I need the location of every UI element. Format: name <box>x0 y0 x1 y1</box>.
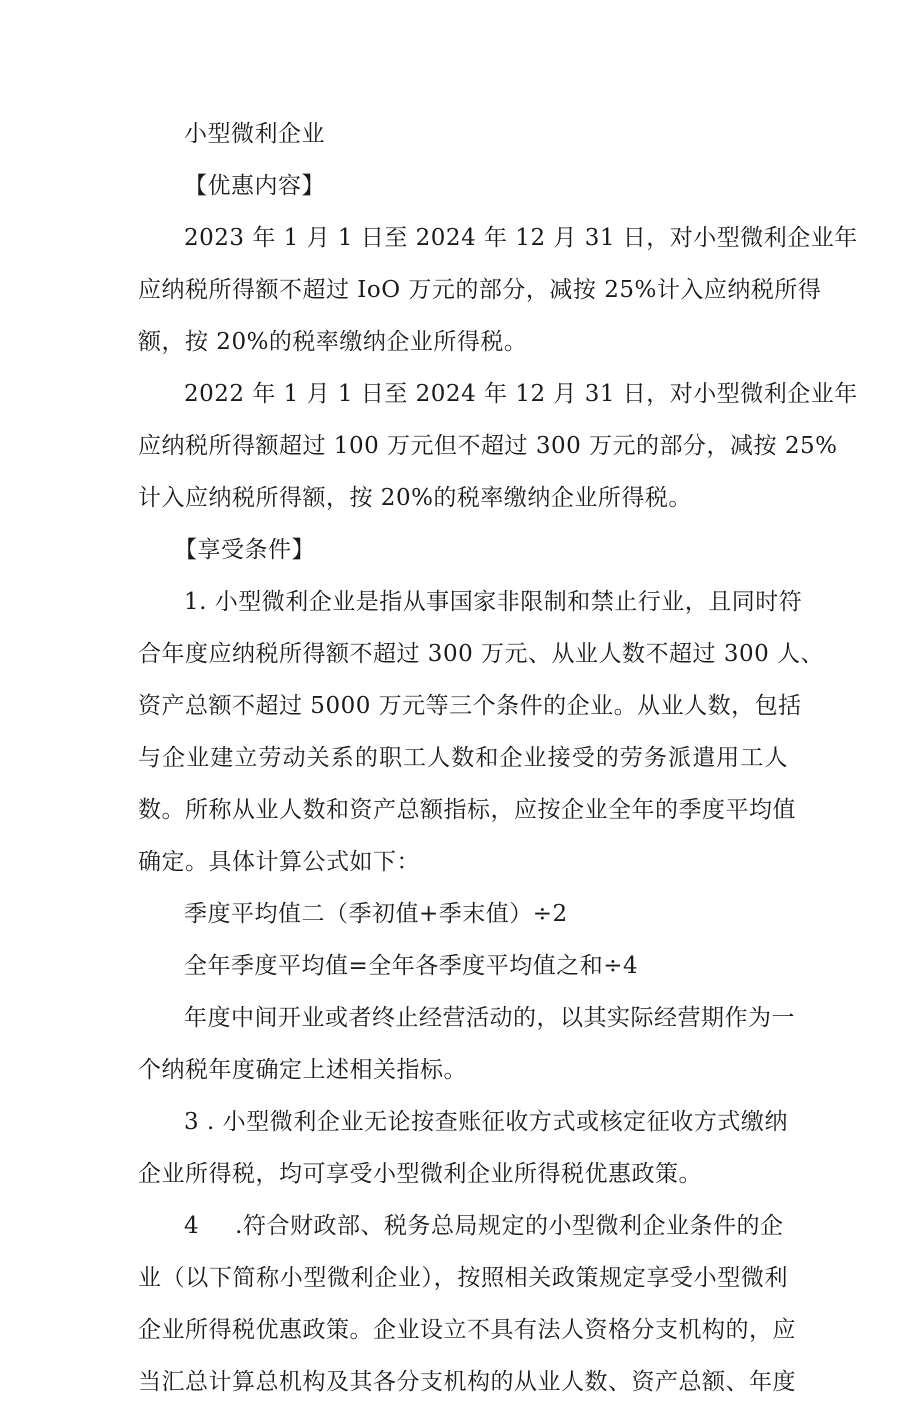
paragraph-line: 合年度应纳税所得额不超过 300 万元、从业人数不超过 300 人、 <box>138 641 825 667</box>
paragraph-line: 2023 年 1 月 1 日至 2024 年 12 月 31 日，对小型微利企业年 <box>184 225 858 251</box>
paragraph-line: 2022 年 1 月 1 日至 2024 年 12 月 31 日，对小型微利企业年 <box>184 381 858 407</box>
paragraph-line <box>138 1200 788 1252</box>
document-title: 小型微利企业 <box>184 121 325 147</box>
benefit-heading: 【优惠内容】 <box>184 173 325 199</box>
item-text: .符合财政部、税务总局规定的小型微利企业条件的企 <box>235 1213 784 1239</box>
paragraph-line: 资产总额不超过 5000 万元等三个条件的企业。从业人数，包括 <box>138 693 802 719</box>
document-page <box>138 108 858 1408</box>
paragraph-line: 个纳税年度确定上述相关指标。 <box>138 1057 467 1083</box>
paragraph-line: 应纳税所得额不超过 IoO 万元的部分，减按 25%计入应纳税所得 <box>138 277 822 303</box>
paragraph-line: 1. 小型微利企业是指从事国家非限制和禁止行业，且同时符 <box>184 589 803 615</box>
paragraph-line: 当汇总计算总机构及其各分支机构的从业人数、资产总额、年度 <box>138 1369 796 1395</box>
paragraph-line: 业（以下简称小型微利企业），按照相关政策规定享受小型微利 <box>138 1265 788 1291</box>
conditions-heading: 【享受条件】 <box>174 537 315 563</box>
paragraph-line: 计入应纳税所得额，按 20%的税率缴纳企业所得税。 <box>138 485 692 511</box>
paragraph-line: 额，按 20%的税率缴纳企业所得税。 <box>138 329 528 355</box>
formula-line: 季度平均值二（季初值+季末值）÷2 <box>184 901 568 927</box>
paragraph-line: 应纳税所得额超过 100 万元但不超过 300 万元的部分，减按 25% <box>138 433 838 459</box>
paragraph-line: 数。所称从业人数和资产总额指标，应按企业全年的季度平均值 <box>138 797 796 823</box>
paragraph-line: 年度中间开业或者终止经营活动的，以其实际经营期作为一 <box>184 1005 795 1031</box>
item-number: 4 <box>184 1213 200 1239</box>
paragraph-line: 3 . 小型微利企业无论按查账征收方式或核定征收方式缴纳 <box>184 1109 788 1135</box>
paragraph-line: 确定。具体计算公式如下： <box>138 849 420 875</box>
paragraph-line: 企业所得税，均可享受小型微利企业所得税优惠政策。 <box>138 1161 702 1187</box>
paragraph-line: 与企业建立劳动关系的职工人数和企业接受的劳务派遣用工人 <box>138 745 788 771</box>
paragraph-line: 企业所得税优惠政策。企业设立不具有法人资格分支机构的，应 <box>138 1317 796 1343</box>
formula-line: 全年季度平均值=全年各季度平均值之和÷4 <box>184 953 639 979</box>
